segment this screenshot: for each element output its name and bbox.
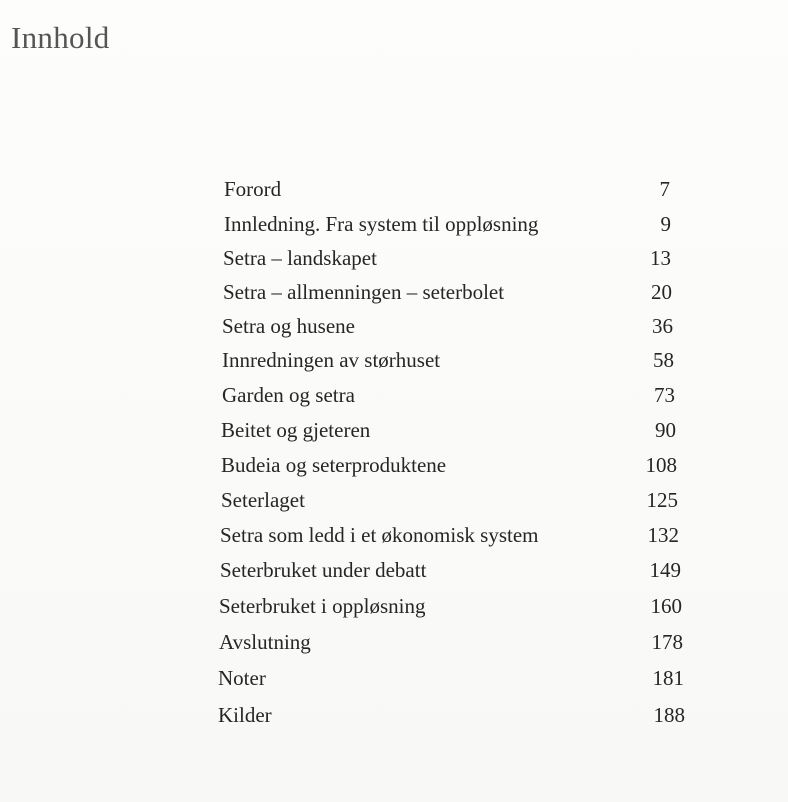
toc-entry-page: 178	[651, 630, 683, 654]
toc-entry	[222, 347, 674, 373]
toc-entry	[222, 313, 673, 339]
toc-entry-page: 90	[655, 418, 676, 442]
toc-entry-title: Beitet og gjeteren	[221, 418, 371, 442]
page-title: Innhold	[11, 20, 110, 55]
toc-entry-title: Forord	[224, 177, 282, 201]
toc-entry	[221, 487, 678, 513]
toc-entry	[220, 557, 681, 583]
toc-entry-title: Noter	[218, 666, 266, 690]
toc-entry	[223, 245, 671, 271]
toc-entry	[224, 176, 670, 202]
toc-entry-page: 149	[649, 558, 681, 582]
toc-entry	[220, 522, 679, 548]
toc-entry-title: Kilder	[218, 703, 272, 727]
toc-entry-title: Setra og husene	[222, 314, 355, 338]
toc-entry	[219, 629, 683, 655]
toc-entry-page: 108	[645, 453, 677, 477]
toc-entry-page: 188	[653, 703, 685, 727]
toc-entry-title: Innledning. Fra system til oppløsning	[224, 212, 539, 236]
toc-entry-title: Setra som ledd i et økonomisk system	[220, 523, 539, 547]
toc-entry-title: Budeia og seterproduktene	[221, 453, 447, 477]
toc-entry-page: 125	[646, 488, 678, 512]
toc-entry-page: 132	[647, 523, 679, 547]
toc-entry-page: 9	[660, 212, 671, 236]
toc-entry-title: Garden og setra	[222, 383, 355, 407]
toc-entry-title: Setra – allmenningen – seterbolet	[223, 280, 505, 304]
toc-entry-page: 73	[654, 383, 675, 407]
toc-entry-page: 181	[652, 666, 684, 690]
toc-entry-title: Seterlaget	[221, 488, 305, 512]
toc-entry-page: 36	[652, 314, 673, 338]
toc-entry-page: 7	[659, 177, 670, 201]
toc-entry	[221, 452, 677, 478]
toc-entry-page: 13	[650, 246, 671, 270]
toc-entry	[218, 665, 684, 691]
toc-entry	[222, 382, 675, 408]
toc-entry	[224, 211, 671, 237]
toc-entry	[223, 279, 672, 305]
toc-entry-title: Seterbruket under debatt	[220, 558, 427, 582]
toc-entry-title: Setra – landskapet	[223, 246, 377, 270]
toc-entry	[221, 417, 676, 443]
toc-entry-page: 20	[651, 280, 672, 304]
toc-entry-page: 160	[650, 594, 682, 618]
toc-entry-title: Seterbruket i oppløsning	[219, 594, 426, 618]
toc-entry-page: 58	[653, 348, 674, 372]
toc-entry	[219, 593, 682, 619]
toc-entry-title: Innredningen av størhuset	[222, 348, 441, 372]
toc-entry	[218, 702, 685, 728]
toc-entry-title: Avslutning	[219, 630, 311, 654]
